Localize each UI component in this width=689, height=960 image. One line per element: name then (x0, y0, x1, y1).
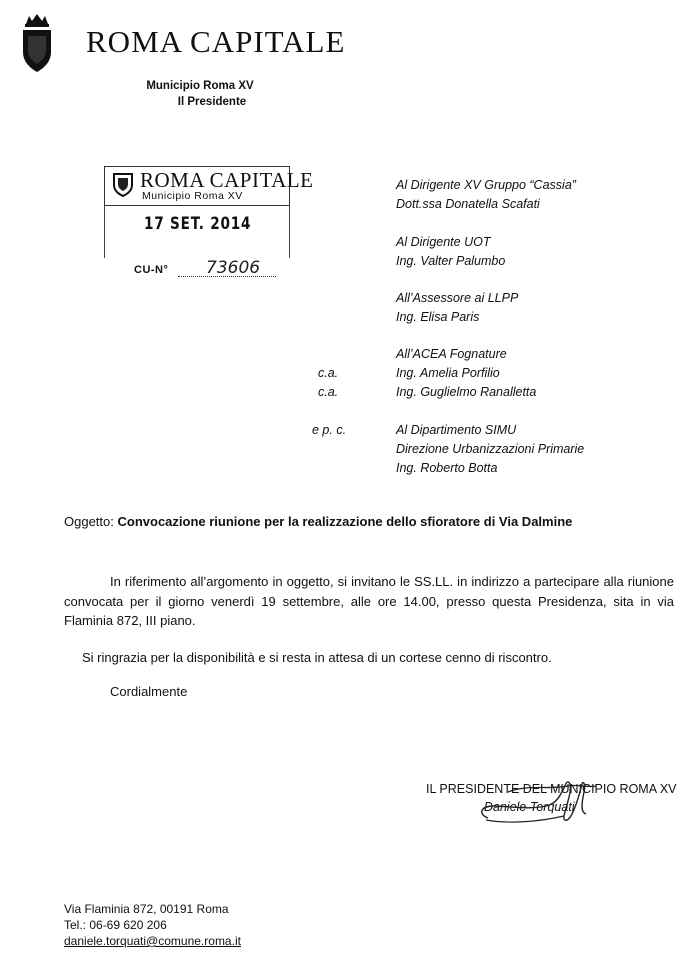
stamp-subtitle: Municipio Roma XV (142, 190, 243, 202)
addressee-line: All’ACEA Fognature (396, 347, 507, 361)
footer-address: Via Flaminia 872, 00191 Roma (64, 902, 229, 916)
handwritten-signature (468, 772, 608, 832)
addressee-line: Ing. Valter Palumbo (396, 254, 506, 268)
thanks-sentence: Si ringrazia per la disponibilità e si resta in attesa di un cortese cenno di riscontro. (82, 650, 552, 665)
addressee-prefix: c.a. (318, 366, 339, 380)
addressee-line: Al Dirigente XV Gruppo “Cassia” (396, 178, 576, 192)
body-paragraph (64, 572, 674, 631)
signatory-name: Daniele Torquati (484, 800, 575, 814)
closing-salutation: Cordialmente (110, 684, 188, 699)
stamp-date: 17 SET. 2014 (144, 214, 252, 234)
protocol-number: 73606 (206, 258, 261, 278)
protocol-number-line (134, 260, 284, 282)
addressee-prefix: c.a. (318, 385, 339, 399)
addressee-line: Ing. Elisa Paris (396, 310, 480, 324)
addressee-line: All’Assessore ai LLPP (396, 291, 519, 305)
subject-line (64, 514, 572, 529)
addressee-line: Al Dirigente UOT (396, 235, 491, 249)
addressee-line: Direzione Urbanizzazioni Primarie (396, 442, 585, 456)
signatory-title: IL PRESIDENTE DEL MUNICIPIO ROMA XV (426, 782, 677, 796)
protocol-stamp (104, 166, 314, 258)
footer-phone: Tel.: 06-69 620 206 (64, 918, 167, 932)
protocol-label: CU-N° (134, 264, 169, 276)
subject-text: Convocazione riunione per la realizzazione dello sfioratore di Via Dalmine (117, 514, 573, 529)
stamp-shield-icon (112, 171, 134, 197)
office-name: Il Presidente (177, 96, 247, 108)
body-paragraph-text: In riferimento all’argomento in oggetto, si invitano le SS.LL. in indirizzo a partecipare alla riunione convocata per il giorno venerdì 19 settembre, alle ore 14.00, presso questa Presidenza, sita in via Flaminia 872, III piano. (64, 574, 674, 628)
subject-label: Oggetto: (64, 514, 114, 529)
addressee-line: Dott.ssa Donatella Scafati (396, 197, 540, 211)
municipality-name: Municipio Roma XV (146, 80, 254, 92)
organization-title: ROMA CAPITALE (86, 24, 346, 59)
addressee-line: Ing. Guglielmo Ranalletta (396, 385, 537, 399)
addressee-line: Ing. Roberto Botta (396, 461, 498, 475)
addressee-line: Al Dipartimento SIMU (396, 423, 517, 437)
addressee-prefix: e p. c. (312, 423, 347, 437)
stamp-title: ROMA CAPITALE (140, 168, 314, 192)
footer-email-link[interactable]: daniele.torquati@comune.roma.it (64, 934, 241, 948)
addressee-line: Ing. Amelia Porfilio (396, 366, 500, 380)
rome-shield-icon (20, 14, 54, 72)
